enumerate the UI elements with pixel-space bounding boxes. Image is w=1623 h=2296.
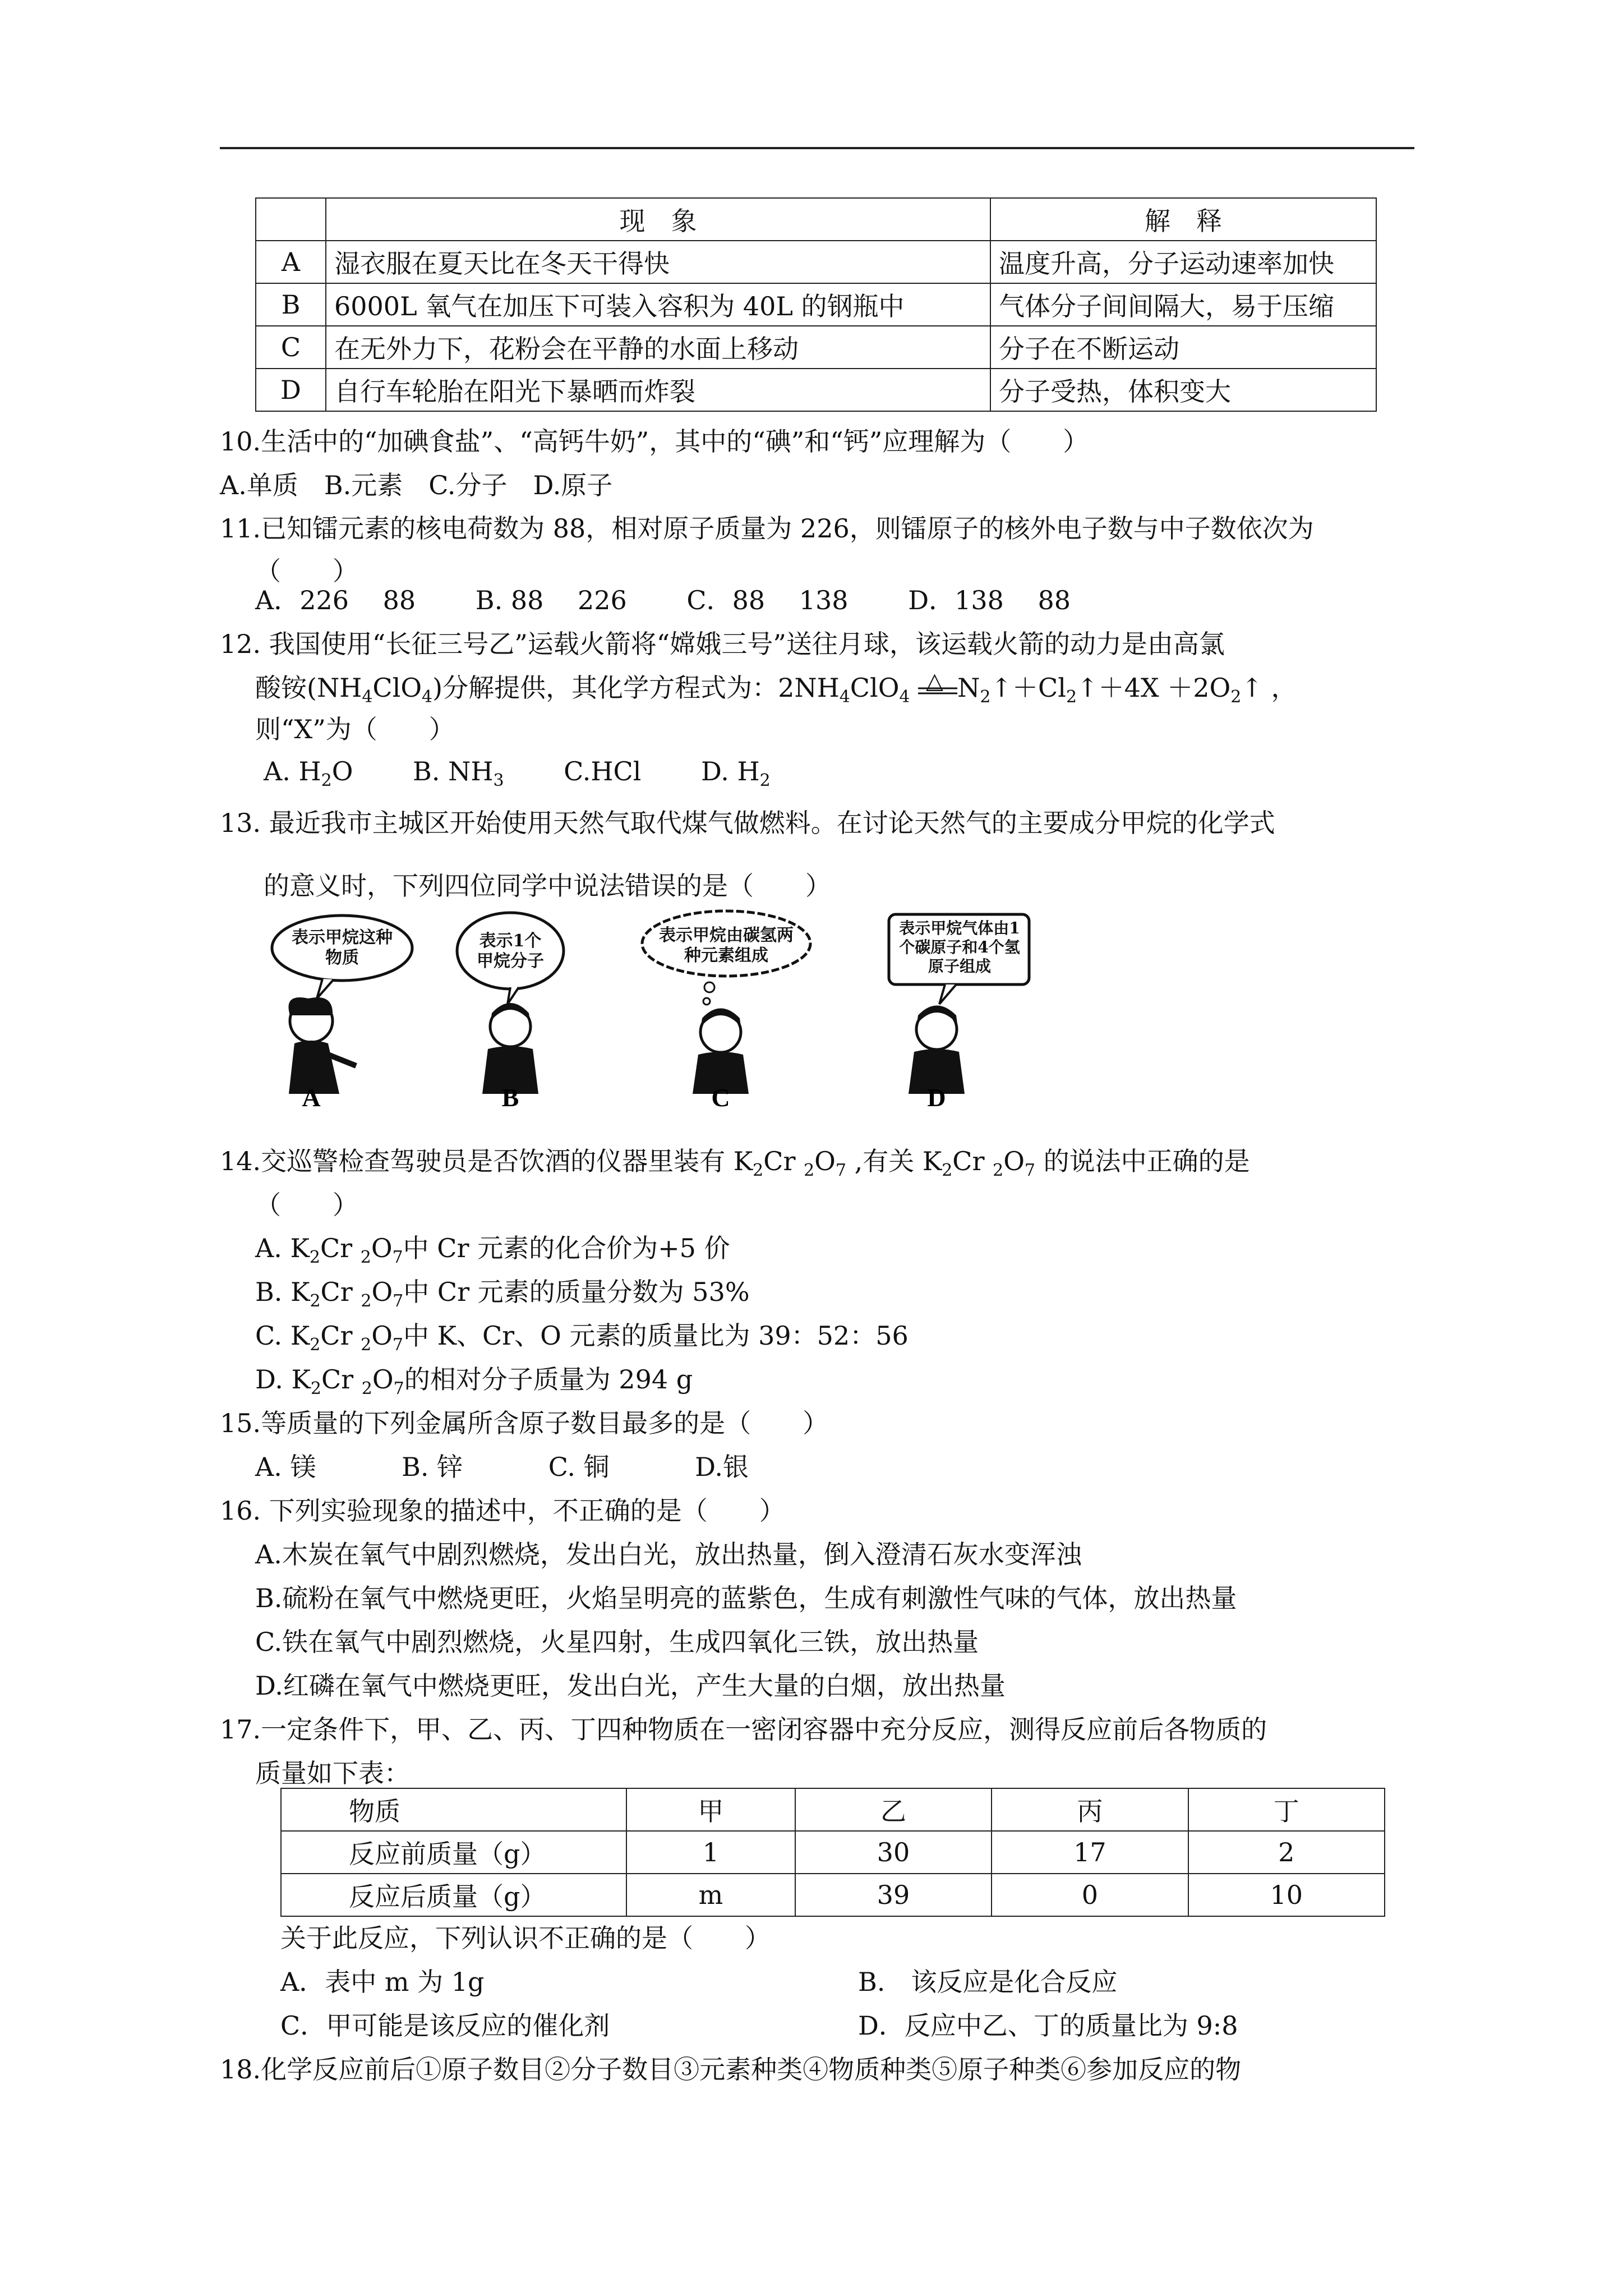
text: A. H <box>264 756 321 786</box>
text: 中 Cr 元素的质量分数为 53% <box>403 1277 750 1307</box>
table-header-cell: 物质 <box>281 1788 626 1831</box>
text: Cr <box>952 1146 993 1176</box>
q12-line1: 12. 我国使用“长征三号乙”运载火箭将“嫦娥三号”送往月球，该运载火箭的动力是由高氯 <box>220 629 1225 659</box>
q17-option-a: A．表中 m 为 1g <box>280 1967 485 1997</box>
table-header-cell: 甲 <box>626 1788 795 1831</box>
subscript: 2 <box>309 1248 320 1268</box>
q11-options: A．226 88 B. 88 226 C．88 138 D．138 88 <box>255 585 1071 615</box>
label-d: D <box>927 1083 946 1112</box>
subscript: 7 <box>835 1161 846 1181</box>
q14-option-a <box>255 1231 730 1274</box>
q10-stem: 10.生活中的“加碘食盐”、“高钙牛奶”，其中的“碘”和“钙”应理解为（ ） <box>220 426 1089 457</box>
text: ClO <box>372 673 422 703</box>
q16-option-d: D.红磷在氧气中燃烧更旺，发出白光，产生大量的白烟，放出热量 <box>255 1671 1006 1701</box>
text: C. <box>255 1320 283 1351</box>
table-cell: A <box>256 241 326 283</box>
text: O B. NH <box>331 756 494 786</box>
text: )分解提供，其化学方程式为：2NH <box>432 673 840 703</box>
q10-options: A.单质 B.元素 C.分子 D.原子 <box>220 470 613 500</box>
q13-line2: 的意义时，下列四位同学中说法错误的是（ ） <box>264 871 831 901</box>
q13-line1: 13. 最近我市主城区开始使用天然气取代煤气做燃料。在讨论天然气的主要成分甲烷的化学式 <box>220 808 1275 838</box>
table-cell: m <box>626 1874 795 1916</box>
q18-line1: 18.化学反应前后①原子数目②分子数目③元素种类④物质种类⑤原子种类⑥参加反应的物 <box>220 2054 1242 2085</box>
text: ↑ ， <box>1241 673 1297 703</box>
text: 酸铵(NH <box>255 673 362 703</box>
subscript: 2 <box>980 687 991 707</box>
table-cell: 气体分子间间隔大，易于压缩 <box>990 283 1376 326</box>
subscript: 2 <box>361 1335 372 1355</box>
q11-stem: 11.已知镭元素的核电荷数为 88，相对原子质量为 226，则镭原子的核外电子数与中子数依次为 <box>220 513 1314 544</box>
text: Cr <box>320 1277 361 1307</box>
text: D. <box>255 1364 283 1395</box>
double-line-icon <box>918 687 957 698</box>
subscript: 2 <box>361 1291 372 1312</box>
table-cell: 0 <box>992 1874 1188 1916</box>
text: O <box>371 1320 393 1351</box>
subscript: 7 <box>1024 1161 1036 1181</box>
label-a: A <box>302 1083 321 1112</box>
text: ↑＋Cl <box>990 673 1066 703</box>
table-cell: 1 <box>626 1831 795 1874</box>
subscript: 4 <box>362 687 373 707</box>
q16-option-b: B.硫粉在氧气中燃烧更旺，火焰呈明亮的蓝紫色，生成有刺激性气味的气体，放出热量 <box>255 1583 1237 1613</box>
text: B. <box>255 1277 283 1307</box>
text: 14.交巡警检查驾驶员是否饮酒的仪器里装有 K <box>220 1146 753 1176</box>
table-row <box>281 1831 1385 1874</box>
text: Cr <box>763 1146 804 1176</box>
table-row <box>281 1874 1385 1916</box>
subscript: 3 <box>493 771 504 791</box>
table-cell: 反应前质量（g） <box>281 1831 626 1874</box>
table-row <box>256 283 1376 326</box>
heat-symbol: △ <box>926 668 943 694</box>
text: 中 K、Cr、O 元素的质量比为 39：52：56 <box>403 1320 909 1351</box>
label-b: B <box>501 1083 519 1112</box>
table-header-cell: 乙 <box>795 1788 992 1831</box>
q14-option-c <box>255 1319 909 1362</box>
subscript: 2 <box>942 1161 953 1181</box>
text: 的相对分子质量为 294 g <box>404 1364 693 1395</box>
text: K <box>290 1320 310 1351</box>
table-cell: B <box>256 283 326 326</box>
text: Cr <box>321 1364 362 1395</box>
table-header-cell: 丁 <box>1188 1788 1385 1831</box>
subscript: 7 <box>392 1248 403 1268</box>
text: K <box>290 1233 310 1263</box>
q12-options <box>264 754 771 798</box>
table-header-cell: 现 象 <box>326 198 990 241</box>
subscript: 2 <box>321 771 332 791</box>
table-cell: 分子在不断运动 <box>990 326 1376 369</box>
subscript: 2 <box>361 1379 372 1399</box>
q14-option-b <box>255 1275 750 1318</box>
q12-equation-line <box>255 668 1297 714</box>
table-cell: 39 <box>795 1874 992 1916</box>
table-cell: 在无外力下，花粉会在平静的水面上移动 <box>326 326 990 369</box>
q14-paren: （ ） <box>255 1190 358 1220</box>
q17-option-d: D．反应中乙、丁的质量比为 9:8 <box>858 2010 1238 2041</box>
text: C.HCl D. H <box>504 756 760 786</box>
header-rule <box>220 147 1414 149</box>
text: ClO <box>850 673 900 703</box>
students-illustration <box>255 909 1052 1150</box>
bubble-b-text: 表示1个甲烷分子 <box>477 931 544 971</box>
subscript: 2 <box>993 1161 1004 1181</box>
subscript: 7 <box>392 1335 403 1355</box>
table-header-cell <box>256 198 326 241</box>
text: 中 Cr 元素的化合价为+5 价 <box>403 1233 730 1263</box>
table-header-cell: 丙 <box>992 1788 1188 1831</box>
q11-paren: （ ） <box>255 556 358 586</box>
label-c: C <box>711 1083 730 1112</box>
table-row <box>256 241 1376 283</box>
bubble-d-text: 表示甲烷气体由1个碳原子和4个氢原子组成 <box>899 919 1020 976</box>
q12-line3: 则“X”为（ ） <box>255 714 455 744</box>
table-cell: 10 <box>1188 1874 1385 1916</box>
text: O <box>371 1233 393 1263</box>
bubble-a-text: 表示甲烷这种物质 <box>292 928 393 968</box>
subscript: 2 <box>360 1248 371 1268</box>
q17-line2: 质量如下表： <box>255 1758 410 1788</box>
table-cell: D <box>256 369 326 411</box>
table-cell: 分子受热，体积变大 <box>990 369 1376 411</box>
heat-arrow-icon <box>918 668 957 701</box>
table-cell: 反应后质量（g） <box>281 1874 626 1916</box>
table-row <box>256 369 1376 411</box>
text: O <box>814 1146 836 1176</box>
q16-stem: 16. 下列实验现象的描述中，不正确的是（ ） <box>220 1496 785 1526</box>
subscript: 2 <box>759 771 771 791</box>
q15-stem: 15.等质量的下列金属所含原子数目最多的是（ ） <box>220 1408 829 1438</box>
bubble-c-text: 表示甲烷由碳氢两种元素组成 <box>659 926 794 965</box>
subscript: 2 <box>310 1335 321 1355</box>
text: K <box>291 1364 311 1395</box>
table-cell: 温度升高，分子运动速率加快 <box>990 241 1376 283</box>
text: K <box>291 1277 310 1307</box>
text: N <box>957 673 980 703</box>
q17-line1: 17.一定条件下，甲、乙、丙、丁四种物质在一密闭容器中充分反应，测得反应前后各物质的 <box>220 1714 1267 1745</box>
text: A. <box>255 1233 282 1263</box>
subscript: 4 <box>422 687 433 707</box>
q14-stem <box>220 1144 1250 1188</box>
text: Cr <box>320 1233 361 1263</box>
text: ↑＋4X ＋2O <box>1077 673 1231 703</box>
table-cell: 6000L 氧气在加压下可装入容积为 40L 的钢瓶中 <box>326 283 990 326</box>
table-cell: 17 <box>992 1831 1188 1874</box>
subscript: 2 <box>753 1161 764 1181</box>
table-cell: 30 <box>795 1831 992 1874</box>
q16-option-a: A.木炭在氧气中剧烈燃烧，发出白光，放出热量，倒入澄清石灰水变浑浊 <box>255 1539 1082 1570</box>
text: O <box>371 1277 393 1307</box>
mass-table <box>280 1788 1385 1917</box>
subscript: 7 <box>393 1379 404 1399</box>
q17-option-b: B. 该反应是化合反应 <box>858 1967 1118 1997</box>
subscript: 2 <box>1066 687 1077 707</box>
q15-options: A. 镁 B. 锌 C. 铜 D.银 <box>255 1452 749 1482</box>
q17-line3: 关于此反应，下列认识不正确的是（ ） <box>280 1923 771 1953</box>
subscript: 4 <box>839 687 850 707</box>
table-row <box>256 198 1376 241</box>
text: ,有关 K <box>846 1146 942 1176</box>
text: O <box>1003 1146 1025 1176</box>
text: Cr <box>320 1320 361 1351</box>
table-cell: C <box>256 326 326 369</box>
subscript: 7 <box>393 1291 404 1312</box>
q16-option-c: C.铁在氧气中剧烈燃烧，火星四射，生成四氧化三铁，放出热量 <box>255 1627 979 1657</box>
q14-option-d <box>255 1363 693 1406</box>
table-cell: 湿衣服在夏天比在冬天干得快 <box>326 241 990 283</box>
subscript: 2 <box>1230 687 1242 707</box>
text: 的说法中正确的是 <box>1043 1146 1250 1176</box>
phenomenon-table <box>255 197 1377 412</box>
text: O <box>372 1364 394 1395</box>
subscript: 2 <box>310 1379 321 1399</box>
subscript: 2 <box>310 1291 321 1312</box>
subscript: 2 <box>804 1161 815 1181</box>
table-cell: 2 <box>1188 1831 1385 1874</box>
subscript: 4 <box>899 687 910 707</box>
q17-option-c: C．甲可能是该反应的催化剂 <box>280 2010 610 2041</box>
table-row <box>281 1788 1385 1831</box>
table-header-cell: 解 释 <box>990 198 1376 241</box>
table-row <box>256 326 1376 369</box>
table-cell: 自行车轮胎在阳光下暴晒而炸裂 <box>326 369 990 411</box>
